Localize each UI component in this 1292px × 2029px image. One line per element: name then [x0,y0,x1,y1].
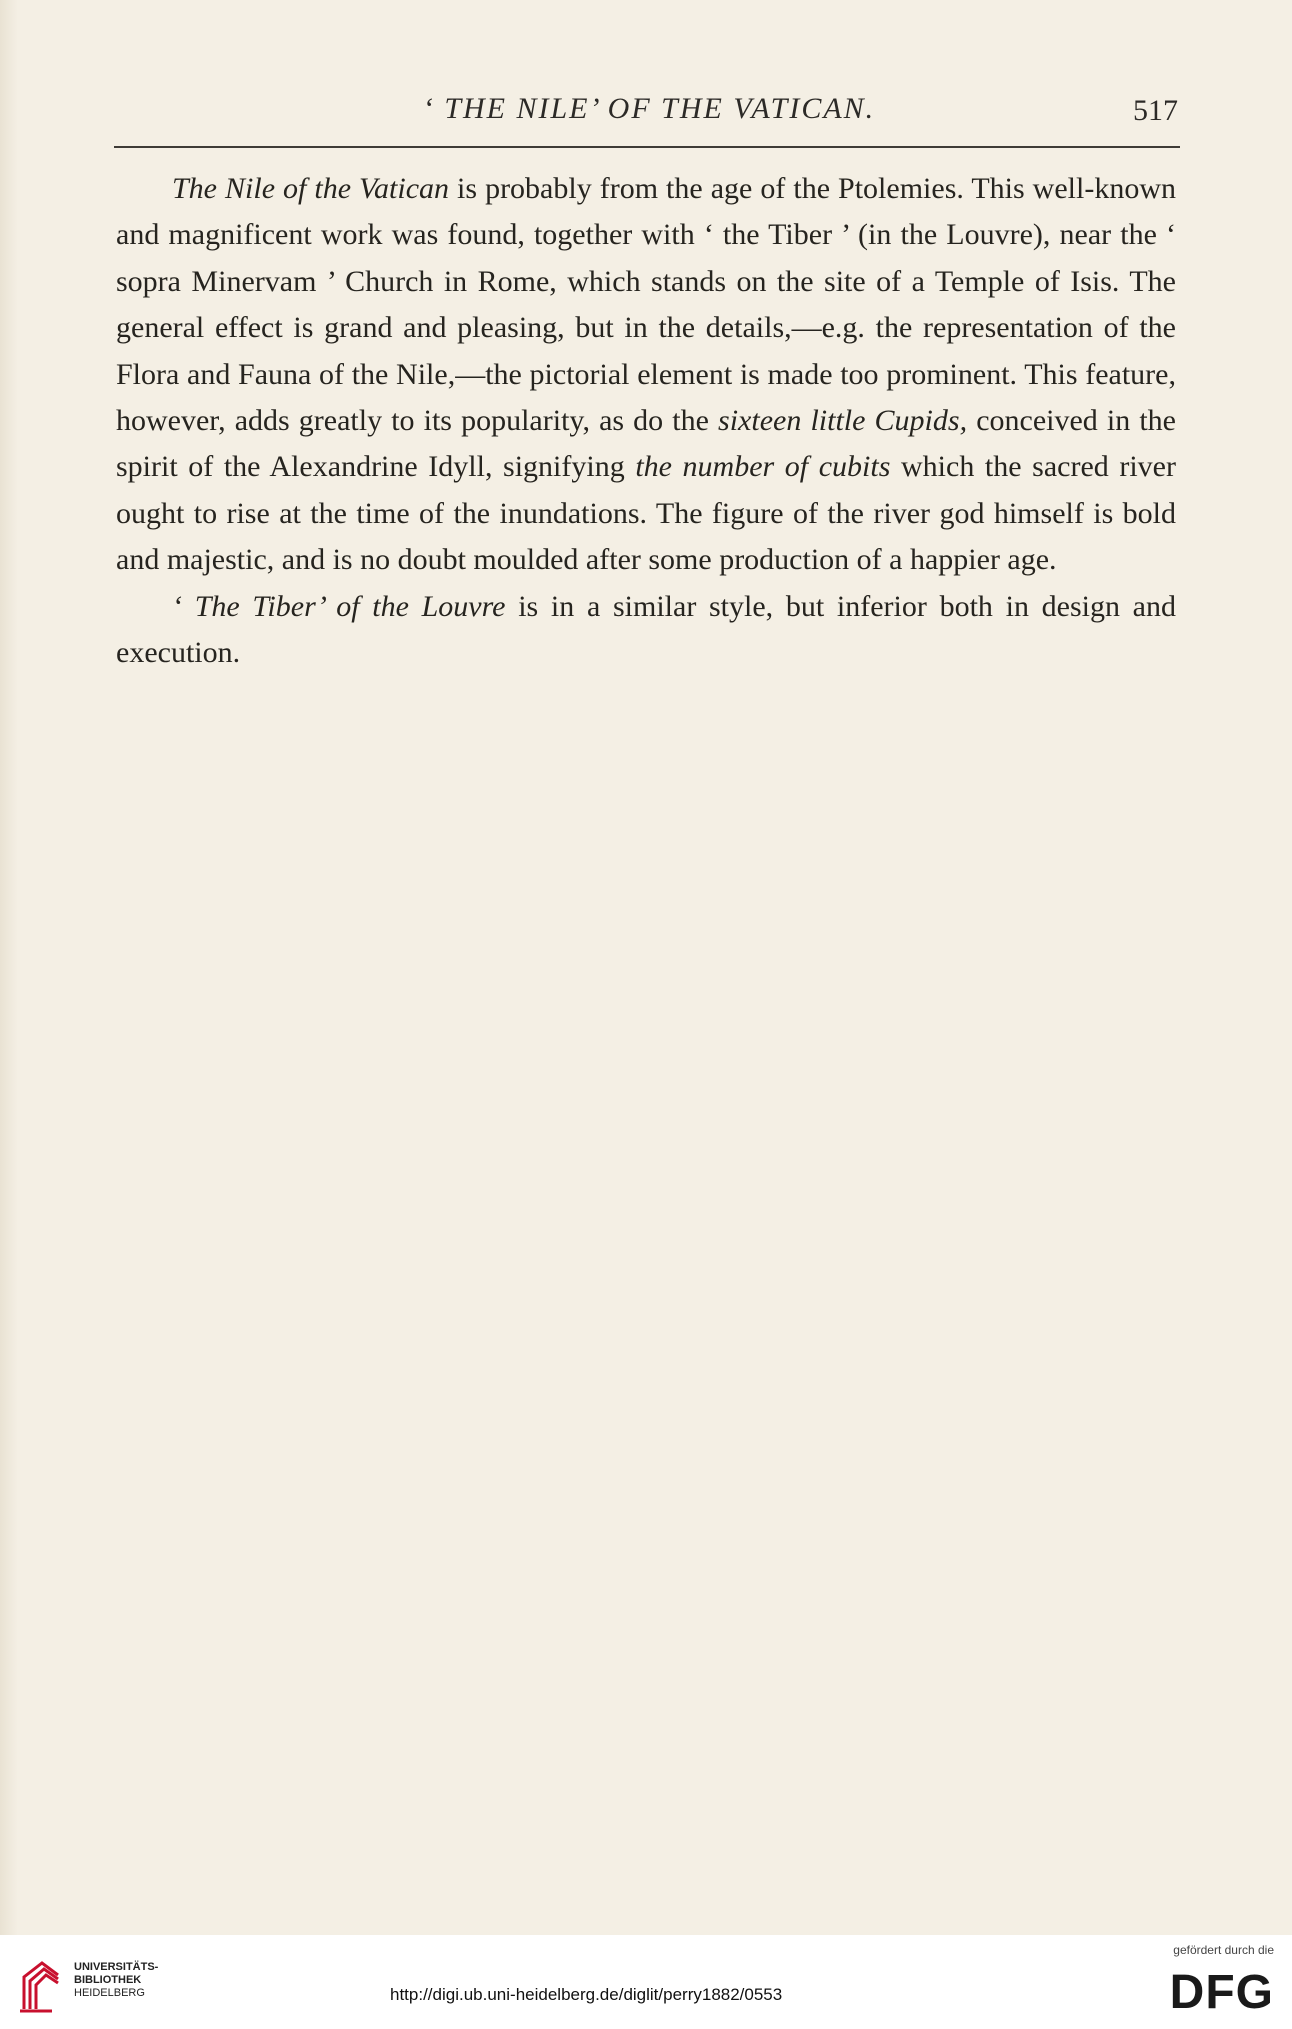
running-title: ‘ THE NILE’ OF THE VATICAN. [422,92,876,125]
text-segment: conceived in the spirit of the Alexandrine Idyll, signifying [116,404,1176,484]
running-header [120,92,1178,138]
text-segment-italic: sixteen little Cupids, [718,404,968,438]
text-segment-italic: ‘ The Tiber’ of the Louvre [172,589,506,623]
library-name-line: HEIDELBERG [74,1987,145,1999]
body-text [116,166,1176,676]
paragraph [116,166,1176,584]
text-segment: which the sacred river ought to rise at the time of the inundations. The figure of the river god himself is bold and majestic, and is no doubt moulded after some production of a happier age. [116,450,1176,577]
library-logo-icon [18,1957,64,2015]
header-rule [114,146,1180,148]
text-segment-italic: the number of cubits [635,450,891,484]
text-segment-italic: The Nile of the Vatican [172,172,450,205]
text-segment: is probably from the age of the Ptolemies. This well-known and magnificent work was found, together with ‘ the Tiber ’ (in the Louvre), near the ‘ sopra Minervam ’ Church in Rome, which stands on the site of a Temple of Isis. The general effect is grand and pleasing, but in the details,—e.g. the representation of the Flora and Fauna of the Nile,—the pictorial element is made too prominent. This feature, however, adds greatly to its popularity, as do the [116,172,1176,438]
library-name-line: UNIVERSITÄTS- [74,1961,159,1973]
library-name [74,1961,158,2000]
digitization-footer [0,1935,1292,2029]
dfg-logo: DFG [1169,1966,1274,2019]
library-name-line: BIBLIOTHEK [74,1974,142,1986]
paragraph [116,584,1176,677]
funding-note: gefördert durch die [1173,1943,1274,1957]
page-number: 517 [1133,94,1178,127]
page-gutter-shadow [0,0,18,1935]
permalink-url[interactable]: http://digi.ub.uni-heidelberg.de/diglit/perry1882/0553 [390,1985,783,2004]
text-segment: is in a similar style, but inferior both in design and execution. [116,589,1176,670]
